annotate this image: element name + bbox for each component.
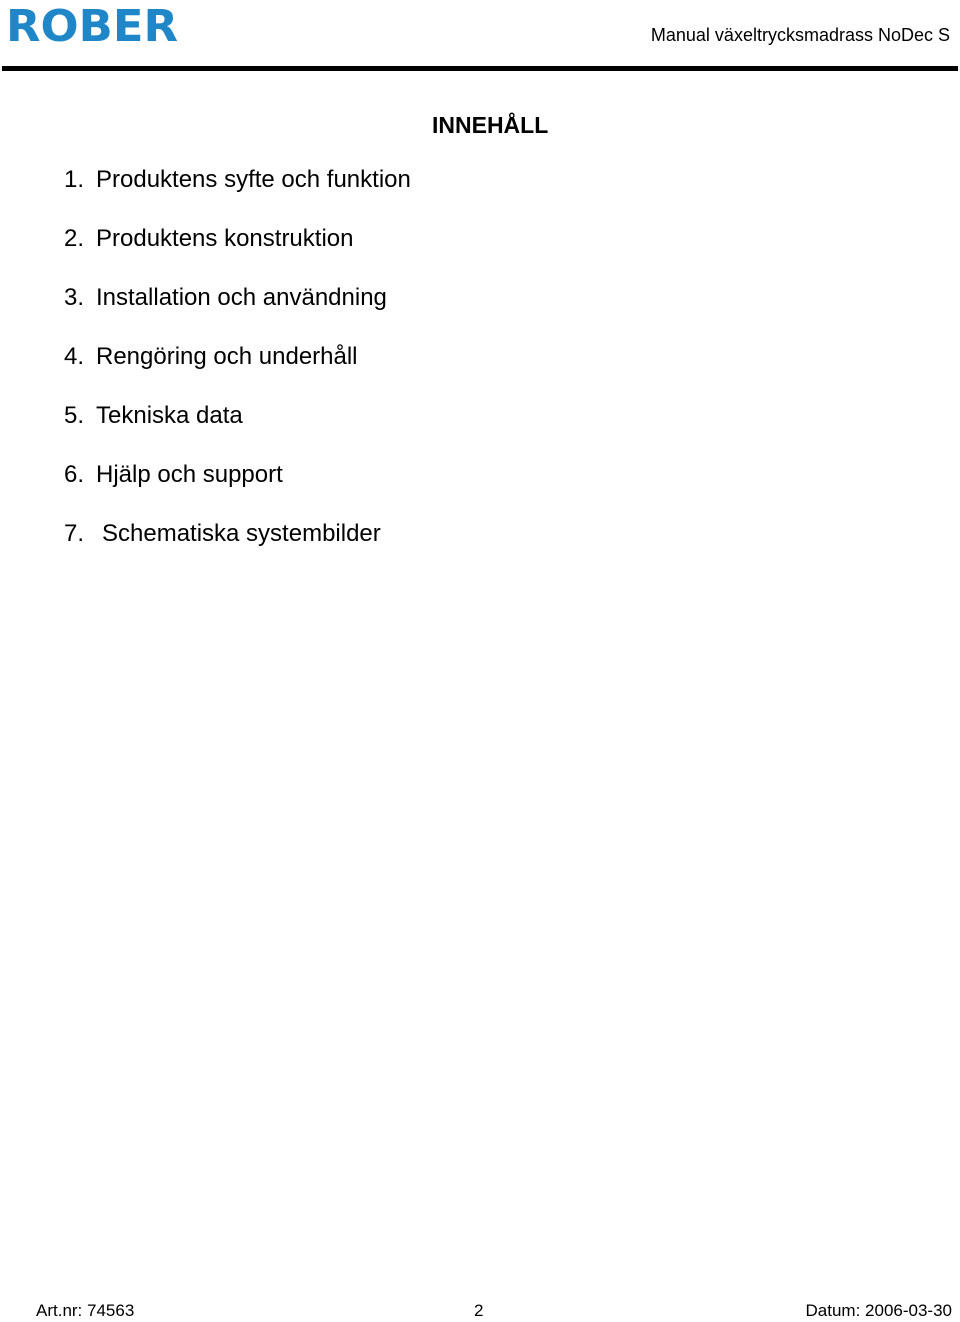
logo-wordmark: ROBER	[6, 2, 178, 46]
toc-item-number: 3.	[64, 284, 85, 311]
document-title: Manual växeltrycksmadrass NoDec S	[650, 25, 950, 45]
toc-item	[64, 224, 411, 283]
toc-item	[64, 401, 411, 460]
toc-item-label: Tekniska data	[96, 402, 243, 429]
toc-item-label: Schematiska systembilder	[102, 520, 381, 547]
header-divider	[2, 66, 958, 71]
toc-item-number: 4.	[64, 343, 85, 370]
toc-item	[64, 519, 411, 578]
toc-item-number: 5.	[64, 402, 85, 429]
toc-heading: INNEHÅLL	[432, 112, 549, 138]
toc-item	[64, 165, 411, 224]
toc-item-label: Produktens konstruktion	[96, 225, 354, 252]
toc-item-label: Rengöring och underhåll	[96, 343, 358, 370]
toc-item-label: Installation och användning	[96, 284, 387, 311]
toc-item-number: 2.	[64, 225, 85, 252]
toc-item-number: 7.	[64, 520, 85, 547]
toc-item	[64, 283, 411, 342]
toc-item	[64, 460, 411, 519]
toc-item-label: Produktens syfte och funktion	[96, 166, 411, 193]
toc-item-label: Hjälp och support	[96, 461, 283, 488]
rober-logo	[6, 2, 182, 46]
toc-item	[64, 342, 411, 401]
toc-item-number: 6.	[64, 461, 85, 488]
document-date: Datum: 2006-03-30	[805, 1301, 952, 1320]
toc-item-number: 1.	[64, 166, 85, 193]
table-of-contents	[64, 165, 411, 578]
page-number: 2	[474, 1301, 484, 1320]
article-number: Art.nr: 74563	[36, 1301, 135, 1320]
